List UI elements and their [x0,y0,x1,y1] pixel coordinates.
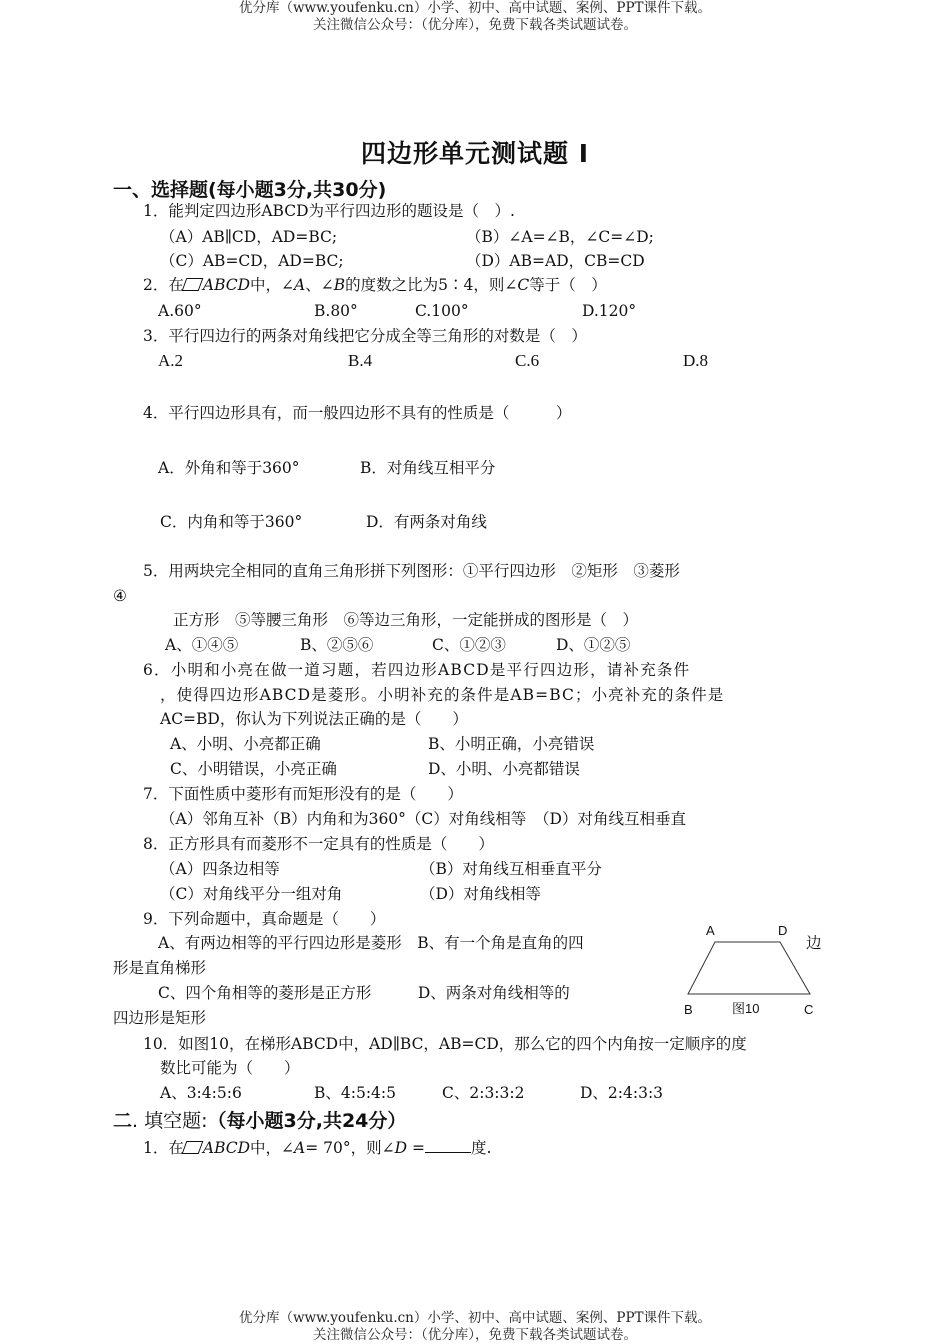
q8-stem: 8．正方形具有而菱形不一定具有的性质是（ ） [143,835,494,853]
q9-options-a-b-end: 边 [806,934,822,952]
fill-q1-mid: 中，∠ [250,1139,295,1157]
q2-option-c: C.100° [415,302,469,320]
header-line-1: 优分库（www.youfenku.cn）小学、初中、高中试题、案例、PPT课件下载。 [238,0,712,16]
q3-option-a: A.2 [158,351,184,370]
q6-option-a: A、小明、小亮都正确 [170,735,321,753]
q8-option-c: （C）对角线平分一组对角 [160,885,343,903]
q5-option-b: B、②⑤⑥ [300,636,374,654]
q10-stem-line-1: 10．如图10，在梯形ABCD中，AD∥BC，AB=CD，那么它的四个内角按一定顺序的度 [143,1035,747,1053]
fill-q1-shape: ABCD [202,1139,251,1157]
q9-stem: 9．下列命题中，真命题是（ ） [143,910,386,928]
trapezoid-shape [688,942,810,994]
fill-q1-angle-d: ∠D = [381,1139,425,1157]
q1-option-c: （C）AB=CD，AD=BC; [160,252,344,270]
q10-option-a: A、3:4:5:6 [160,1084,242,1102]
q2-post: 等于（ ） [529,276,607,294]
q9-options-a-b: A、有两边相等的平行四边形是菱形 B、有一个角是直角的四 [158,934,584,952]
q7-options: （A）邻角互补（B）内角和为360°（C）对角线相等 （D）对角线互相垂直 [160,810,686,828]
q4-stem: 4．平行四边形具有，而一般四边形不具有的性质是（ ） [143,404,572,422]
fill-q1-answer-blank[interactable] [425,1138,471,1153]
q2-mid3: 的度数之比为5∶4，则∠ [345,276,518,294]
q3-option-b: B.4 [348,351,373,370]
q2-option-d: D.120° [582,302,637,320]
q2-angle-c: C [517,276,530,294]
footer-line-2: 关注微信公众号：（优分库），免费下载各类试题试卷。 [313,1327,637,1343]
q2-mid1: 中，∠ [250,276,295,294]
q2-stem [143,274,607,296]
q4-option-a: A．外角和等于360° [158,459,300,477]
q6-stem-line-3: AC=BD，你认为下列说法正确的是（ ） [160,710,468,728]
section-2-heading [113,1106,406,1133]
q2-angle-b: B [333,276,346,294]
section-2-points: （每小题3分,共24分） [207,1110,407,1132]
q2-shape: ABCD [202,276,251,294]
q5-option-d: D、①②⑤ [556,636,631,654]
q5-stem-line-3: 正方形 ⑤等腰三角形 ⑥等边三角形，一定能拼成的图形是（ ） [173,611,639,629]
q8-option-b: （B）对角线互相垂直平分 [420,860,602,878]
section-2-number: 二 [113,1110,133,1132]
q1-option-d: （D）AB=AD，CB=CD [466,252,645,270]
parallelogram-icon [182,1141,204,1154]
page-footer [0,1310,950,1344]
q5-stem-line-1: 5．用两块完全相同的直角三角形拼下列图形：①平行四边形 ②矩形 ③菱形 [143,562,680,580]
q8-option-d: （D）对角线相等 [420,885,541,903]
figure-label-b: B [684,1002,693,1017]
page-title: 四边形单元测试题 I [360,139,589,168]
figure-caption: 图10 [732,1001,760,1016]
q1-option-b: （B）∠A=∠B，∠C=∠D; [466,228,654,246]
figure-label-d: D [778,923,788,938]
q3-option-d: D.8 [683,351,709,370]
section-2-label: . 填空题: [132,1110,208,1132]
footer-line-1: 优分库（www.youfenku.cn）小学、初中、高中试题、案例、PPT课件下载。 [238,1310,712,1326]
q3-option-c: C.6 [515,351,540,370]
parallelogram-icon [182,278,204,291]
q1-option-a: （A）AB∥CD，AD=BC; [160,228,338,246]
q8-option-a: （A）四条边相等 [160,860,280,878]
q6-stem-line-1: 6．小明和小亮在做一道习题，若四边形ABCD是平行四边形，请补充条件 [143,661,691,679]
figure-label-c: C [804,1002,814,1017]
figure-label-a: A [706,923,715,938]
q1-stem: 1．能判定四边形ABCD为平行四边形的题设是（ ）. [143,202,515,220]
fill-q1-post: 度. [470,1139,492,1157]
q2-angle-a: A [294,276,306,294]
page-header [0,0,950,34]
q5-option-c: C、①②③ [432,636,506,654]
section-1-heading: 一、选择题(每小题3分,共30分) [113,179,387,201]
q10-stem-line-2: 数比可能为（ ） [160,1059,300,1077]
q6-option-b: B、小明正确，小亮错误 [428,735,595,753]
q9-options-a-b-cont: 形是直角梯形 [113,959,207,977]
fill-q1 [143,1137,491,1159]
fill-q1-pre: 1．在 [143,1139,184,1157]
q6-stem-line-2: ，使得四边形ABCD是菱形。小明补充的条件是AB=BC；小亮补充的条件是 [160,686,725,704]
q6-option-c: C、小明错误，小亮正确 [170,760,337,778]
q9-options-c-d: C、四个角相等的菱形是正方形 D、两条对角线相等的 [158,984,570,1002]
q6-option-d: D、小明、小亮都错误 [428,760,580,778]
q2-option-b: B.80° [314,302,358,320]
q4-option-d: D．有两条对角线 [366,513,487,531]
header-line-2: 关注微信公众号：（优分库），免费下载各类试题试卷。 [313,17,637,33]
trapezoid-figure [680,922,840,1022]
q3-stem: 3．平行四边行的两条对角线把它分成全等三角形的对数是（ ） [143,327,587,345]
q2-option-a: A.60° [158,302,202,320]
q10-option-c: C、2:3:3:2 [442,1084,525,1102]
q2-mid2: 、∠ [305,276,334,294]
q5-stem-line-2: ④ [113,587,127,605]
q2-pre: 2．在 [143,276,184,294]
q4-option-b: B．对角线互相平分 [360,459,496,477]
fill-q1-angle-a: A [294,1139,306,1157]
q10-option-d: D、2:4:3:3 [580,1084,664,1102]
fill-q1-eq: = 70°，则 [305,1139,382,1157]
q7-stem: 7．下面性质中菱形有而矩形没有的是（ ） [143,785,463,803]
q5-option-a: A、①④⑤ [165,636,239,654]
q10-option-b: B、4:5:4:5 [314,1084,397,1102]
q9-options-c-d-cont: 四边形是矩形 [113,1009,207,1027]
q4-option-c: C．内角和等于360° [160,513,303,531]
